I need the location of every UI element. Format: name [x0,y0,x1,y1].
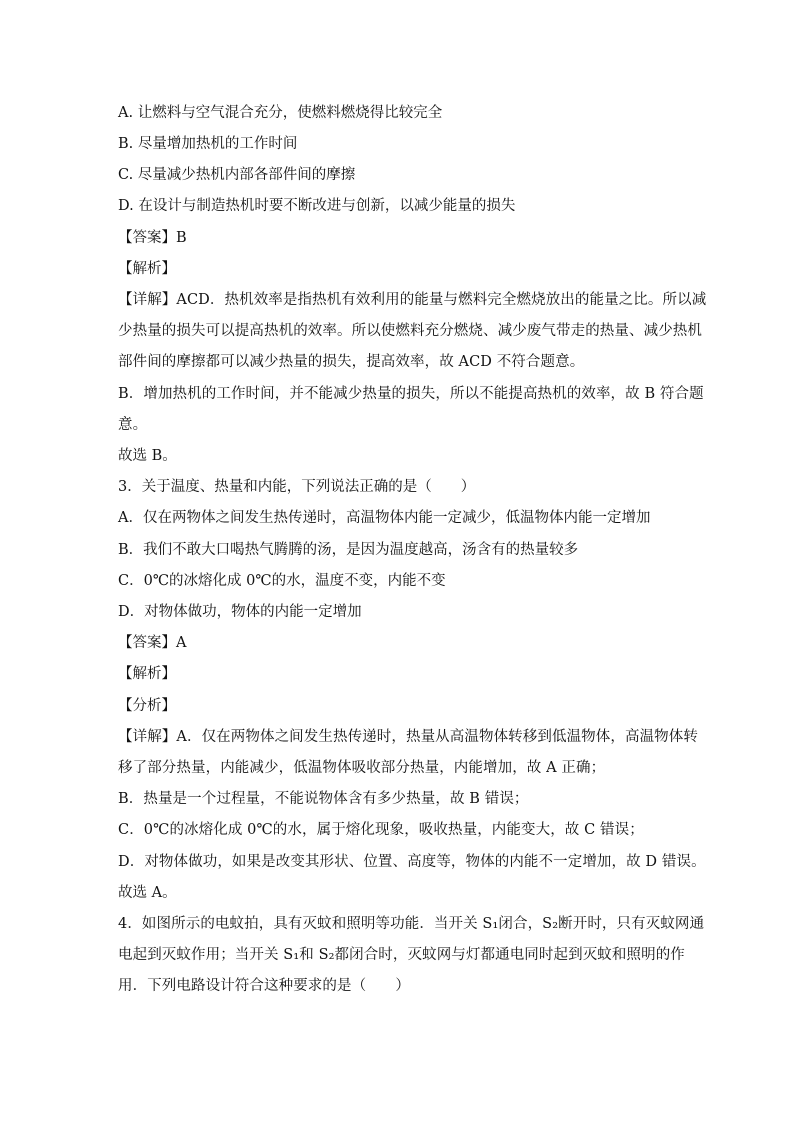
q3-detail-line: D．对物体做功，如果是改变其形状、位置、高度等，物体的内能不一定增加，故 D 错误。 [118,854,706,870]
q4-stem-line: 用．下列电路设计符合这种要求的是（ ） [118,978,410,994]
q2-detail-line: 少热量的损失可以提高热机的效率。所以使燃料充分燃烧、减少废气带走的热量、减少热机 [118,323,702,339]
q2-detail-line: 部件间的摩擦都可以减少热量的损失，提高效率，故 ACD 不符合题意。 [118,354,585,370]
q3-detail-line: 【详解】A．仅在两物体之间发生热传递时，热量从高温物体转移到低温物体，高温物体转 [118,729,698,745]
q3-analysis-sub: 【分析】 [118,698,176,714]
q3-conclusion: 故选 A。 [118,885,177,901]
q3-detail-line: C．0℃的冰熔化成 0℃的水，属于熔化现象，吸收热量，内能变大，故 C 错误； [118,822,644,838]
q2-option-d: D. 在设计与制造热机时要不断改进与创新，以减少能量的损失 [118,198,516,214]
q3-option-c: C．0℃的冰熔化成 0℃的水，温度不变，内能不变 [118,573,446,589]
q2-detail-line: 【详解】ACD．热机效率是指热机有效利用的能量与燃料完全燃烧放出的能量之比。所以减 [118,292,707,308]
q2-analysis-label: 【解析】 [118,261,176,277]
q3-stem: 3．关于温度、热量和内能，下列说法正确的是（ ） [118,479,476,495]
q3-answer: 【答案】A [118,635,187,651]
q3-option-a: A．仅在两物体之间发生热传递时，高温物体内能一定减少，低温物体内能一定增加 [118,510,651,526]
q2-option-b: B. 尽量增加热机的工作时间 [118,136,298,152]
q3-detail-line: 移了部分热量，内能减少，低温物体吸收部分热量，内能增加，故 A 正确； [118,760,606,776]
q2-detail-line: B．增加热机的工作时间，并不能减少热量的损失，所以不能提高热机的效率，故 B 符合题 [118,386,704,402]
q4-stem-line: 电起到灭蚊作用；当开关 S₁和 S₂都闭合时，灭蚊网与灯都通电同时起到灭蚊和照明的作 [118,947,685,963]
q3-analysis-label: 【解析】 [118,666,176,682]
q2-detail-line: 意。 [118,417,148,433]
q2-option-c: C. 尽量减少热机内部各部件间的摩擦 [118,167,356,183]
q3-option-b: B．我们不敢大口喝热气腾腾的汤，是因为温度越高，汤含有的热量较多 [118,542,579,558]
q2-conclusion: 故选 B。 [118,448,177,464]
q2-answer: 【答案】B [118,230,187,246]
q4-stem-line: 4．如图所示的电蚊拍，具有灭蚊和照明等功能．当开关 S₁闭合，S₂断开时，只有灭蚊网通 [118,916,705,932]
q3-detail-line: B．热量是一个过程量，不能说物体含有多少热量，故 B 错误； [118,791,529,807]
q2-option-a: A. 让燃料与空气混合充分，使燃料燃烧得比较完全 [118,105,443,121]
q3-option-d: D．对物体做功，物体的内能一定增加 [118,604,362,620]
